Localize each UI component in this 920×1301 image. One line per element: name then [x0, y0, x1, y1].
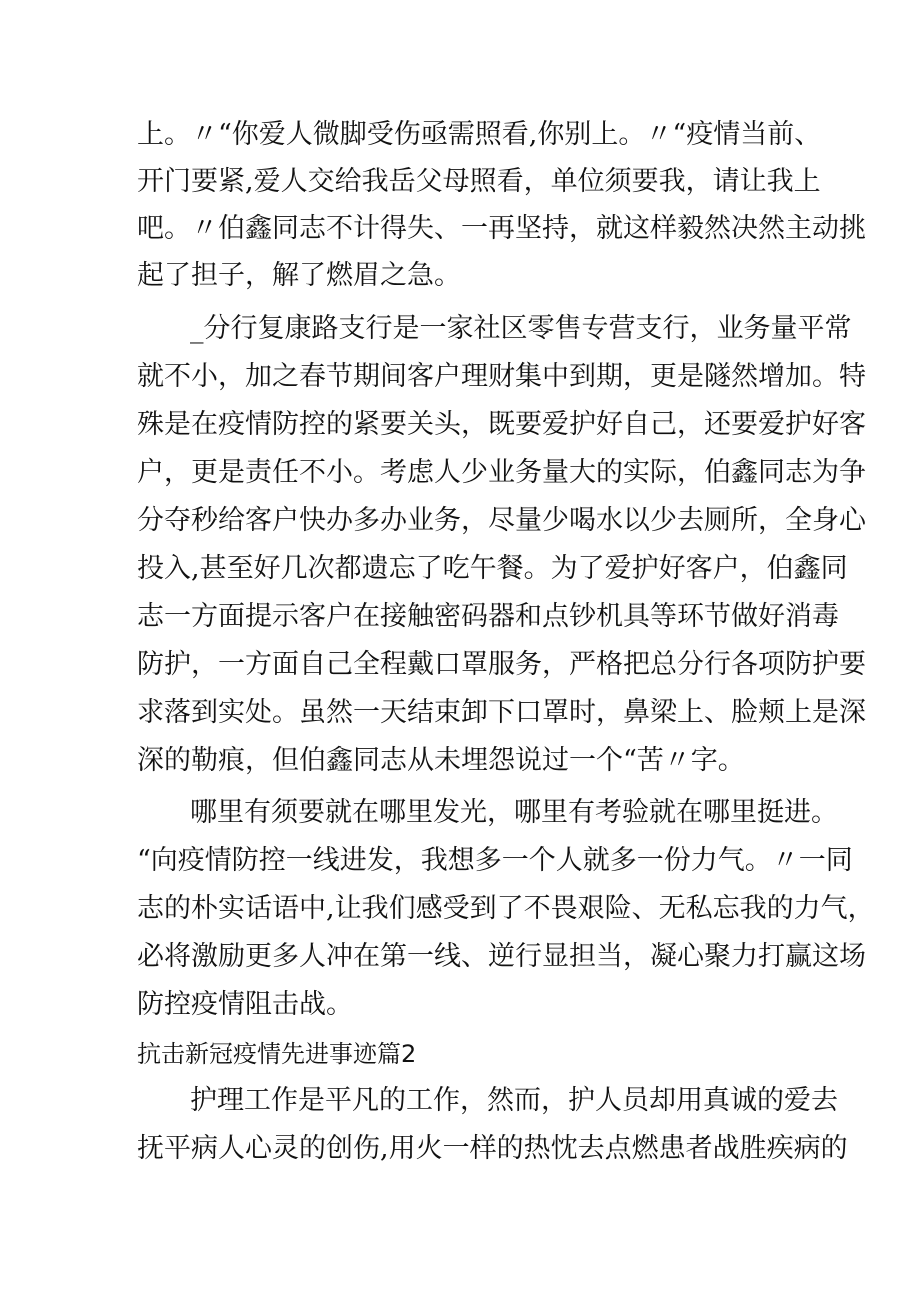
- paragraph-2-line-10: 深的勒痕，但伯鑫同志从未埋怨说过一个“苦〃字。: [137, 745, 745, 776]
- paragraph-2-line-9: 求落到实处。虽然一天结束卸下口罩时，鼻梁上、脸颊上是深: [137, 697, 866, 728]
- paragraph-3-line-4: 必将激励更多人冲在第一线、逆行显担当，凝心聚力打赢这场: [137, 941, 866, 972]
- paragraph-2-line-8: 防护，一方面自己全程戴口罩服务，严格把总分行各项防护要: [137, 649, 866, 680]
- paragraph-2-line-3: 殊是在疫情防控的紧要关头，既要爱护好自己，还要爱护好客: [137, 409, 866, 440]
- paragraph-2-line-4: 户，更是责任不小。考虑人少业务量大的实际，伯鑫同志为争: [137, 457, 866, 488]
- paragraph-3-line-3: 志的朴实话语中,让我们感受到了不畏艰险、无私忘我的力气，: [137, 893, 875, 924]
- paragraph-1-line-4: 起了担子，解了燃眉之急。: [137, 260, 461, 291]
- paragraph-1-line-1: 上。〃“你爱人微脚受伤亟需照看,你别上。〃“疫情当前、: [137, 119, 822, 150]
- paragraph-4-line-2: 抚平病人心灵的创伤,用火一样的热忱去点燃患者战胜疾病的: [137, 1133, 848, 1164]
- paragraph-2-line-6: 投入,甚至好几次都遗忘了吃午餐。为了爱护好客户，伯鑫同: [137, 553, 848, 584]
- paragraph-2-line-7: 志一方面提示客户在接触密码器和点钞机具等环节做好消毒: [137, 601, 839, 632]
- paragraph-3-line-5: 防控疫情阻击战。: [137, 989, 353, 1020]
- section-heading: 抗击新冠疫情先进事迹篇2: [137, 1040, 417, 1068]
- paragraph-3-line-1: 哪里有须要就在哪里发光，哪里有考验就在哪里挺进。: [190, 797, 838, 828]
- paragraph-1-line-3: 吧。〃伯鑫同志不计得失、一再坚持，就这样毅然决然主动挑: [137, 213, 866, 244]
- paragraph-2-line-2: 就不小，加之春节期间客户理财集中到期，更是隧然增加。特: [137, 361, 866, 392]
- paragraph-1-line-2: 开门要紧,爱人交给我岳父母照看，单位须要我，请让我上: [137, 166, 821, 197]
- paragraph-3-line-2: “向疫情防控一线进发，我想多一个人就多一份力气。〃一同: [137, 845, 853, 876]
- paragraph-2-line-5: 分夺秒给客户快办多办业务，尽量少喝水以少去厕所，全身心: [137, 505, 866, 536]
- paragraph-4-line-1: 护理工作是平凡的工作，然而，护人员却用真诚的爱去: [190, 1085, 838, 1116]
- paragraph-2-line-1: _分行复康路支行是一家社区零售专营支行，业务量平常: [190, 313, 852, 344]
